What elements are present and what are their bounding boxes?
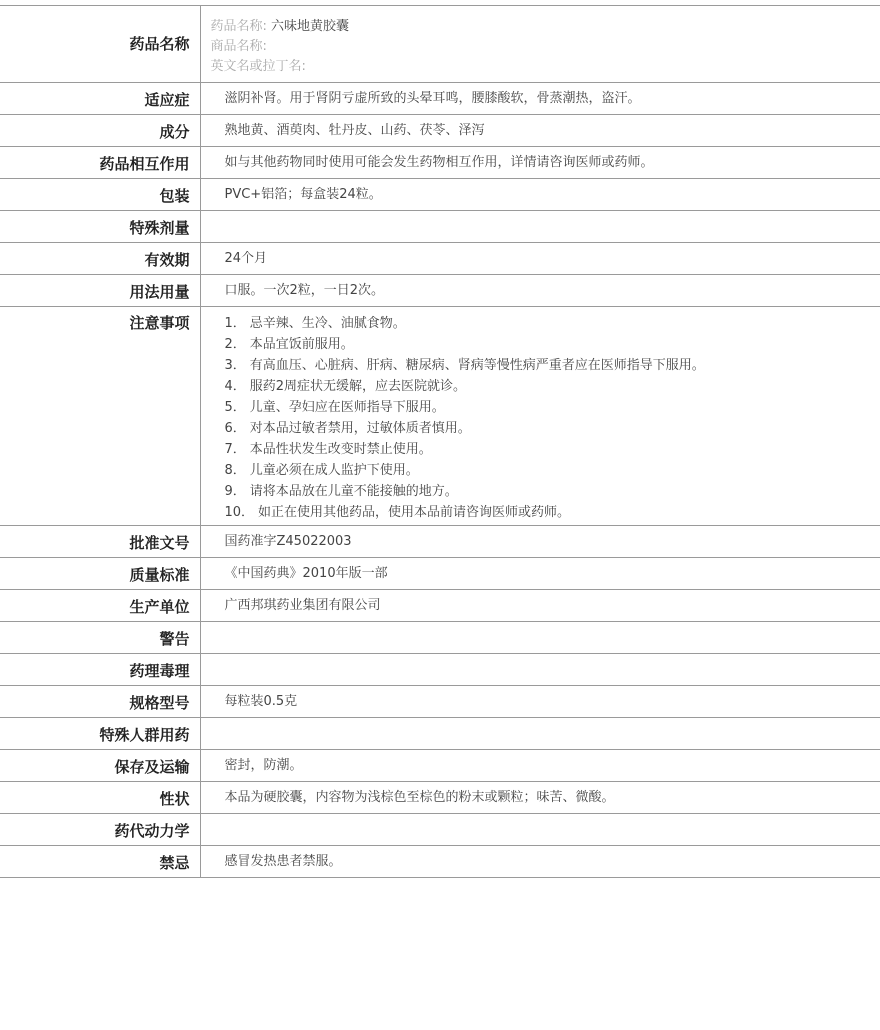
row-value: 感冒发热患者禁服。 (224, 854, 342, 869)
row-value: 国药准字Z45022003 (224, 534, 352, 549)
row-pharmacokinetics (0, 814, 880, 846)
list-item (225, 481, 880, 502)
label-cell (0, 590, 200, 622)
value-cell (200, 275, 880, 307)
value-cell (200, 686, 880, 718)
list-item-text: 儿童必须在成人监护下使用。 (249, 463, 419, 478)
label-cell (0, 307, 200, 526)
list-item-number: 3． (224, 358, 246, 373)
row-label-drug-name: 药品名称 (129, 35, 190, 53)
row-special-dosage (0, 211, 880, 243)
generic-name-key: 药品名称: (210, 19, 267, 34)
row-label: 性状 (159, 790, 190, 808)
list-item (225, 355, 880, 376)
value-cell (200, 846, 880, 878)
list-item-number: 5． (224, 400, 246, 415)
list-item-text: 本品性状发生改变时禁止使用。 (249, 442, 432, 457)
label-cell (0, 526, 200, 558)
row-indications (0, 83, 880, 115)
latin-name-line (211, 57, 880, 77)
list-item-number: 1． (224, 316, 246, 331)
value-cell (200, 211, 880, 243)
list-item (225, 376, 880, 397)
row-value: PVC+铝箔；每盒装24粒。 (224, 187, 382, 202)
value-cell (200, 307, 880, 526)
value-cell (200, 750, 880, 782)
list-item (225, 502, 880, 523)
row-value: 本品为硬胶囊，内容物为浅棕色至棕色的粉末或颗粒；味苦、微酸。 (224, 790, 615, 805)
row-ingredients (0, 115, 880, 147)
row-label: 药理毒理 (129, 662, 190, 680)
label-cell (0, 782, 200, 814)
list-item (225, 418, 880, 439)
list-item-text: 如正在使用其他药品，使用本品前请咨询医师或药师。 (258, 505, 571, 520)
row-label: 生产单位 (129, 598, 190, 616)
list-item (225, 439, 880, 460)
drug-name-row (0, 6, 880, 83)
list-item-number: 4． (224, 379, 246, 394)
row-label: 禁忌 (159, 854, 190, 872)
value-cell (200, 558, 880, 590)
row-label: 保存及运输 (114, 758, 190, 776)
label-cell (0, 718, 200, 750)
row-label: 有效期 (144, 251, 190, 269)
value-cell (200, 718, 880, 750)
value-cell (200, 83, 880, 115)
value-cell (200, 814, 880, 846)
label-cell (0, 814, 200, 846)
row-usage-dosage (0, 275, 880, 307)
label-cell (0, 275, 200, 307)
list-item-text: 本品宜饭前服用。 (249, 337, 354, 352)
row-label: 药代动力学 (114, 822, 190, 840)
row-label: 质量标准 (129, 566, 190, 584)
list-item (225, 460, 880, 481)
label-cell (0, 147, 200, 179)
label-cell (0, 622, 200, 654)
row-label: 规格型号 (129, 694, 190, 712)
row-value: 广西邦琪药业集团有限公司 (224, 598, 381, 613)
row-label: 适应症 (144, 91, 190, 109)
row-description (0, 782, 880, 814)
list-item-text: 忌辛辣、生冷、油腻食物。 (249, 316, 406, 331)
list-item-number: 2． (224, 337, 246, 352)
list-item-number: 10． (224, 505, 255, 520)
row-packaging (0, 179, 880, 211)
value-cell (200, 654, 880, 686)
list-item-text: 儿童、孕妇应在医师指导下服用。 (249, 400, 445, 415)
label-cell (0, 750, 200, 782)
drug-info-table (0, 5, 880, 878)
row-value (225, 211, 880, 218)
row-manufacturer (0, 590, 880, 622)
label-cell (0, 83, 200, 115)
value-cell (200, 782, 880, 814)
row-label: 警告 (159, 630, 190, 648)
row-quality-standard (0, 558, 880, 590)
list-item (225, 334, 880, 355)
label-cell (0, 179, 200, 211)
row-label: 注意事项 (129, 314, 190, 332)
value-cell (200, 526, 880, 558)
list-item-text: 对本品过敏者禁用，过敏体质者慎用。 (249, 421, 471, 436)
row-value: 24个月 (224, 251, 268, 266)
row-approval-number (0, 526, 880, 558)
row-label: 包装 (159, 187, 190, 205)
row-specification (0, 686, 880, 718)
row-label: 批准文号 (129, 534, 190, 552)
trade-name-line (211, 37, 880, 57)
row-value: 每粒装0.5克 (224, 694, 298, 709)
label-cell (0, 115, 200, 147)
row-value: 密封，防潮。 (224, 758, 303, 773)
precautions-list (225, 307, 880, 523)
label-cell (0, 846, 200, 878)
value-cell (200, 590, 880, 622)
row-value: 如与其他药物同时使用可能会发生药物相互作用，详情请咨询医师或药师。 (224, 155, 654, 170)
row-label: 药品相互作用 (99, 155, 190, 173)
row-contraindications (0, 846, 880, 878)
value-cell (200, 115, 880, 147)
row-value: 口服。一次2粒，一日2次。 (224, 283, 385, 298)
row-value (225, 654, 880, 661)
list-item-number: 8． (224, 463, 246, 478)
row-value: 滋阴补肾。用于肾阴亏虚所致的头晕耳鸣，腰膝酸软，骨蒸潮热，盗汗。 (224, 91, 641, 106)
list-item-number: 6． (224, 421, 246, 436)
row-value (225, 718, 880, 725)
generic-name-value: 六味地黄胶囊 (271, 19, 350, 34)
value-cell (200, 622, 880, 654)
list-item-number: 9． (224, 484, 246, 499)
trade-name-key: 商品名称: (210, 39, 267, 54)
value-cell (200, 147, 880, 179)
label-cell (0, 558, 200, 590)
row-special-populations (0, 718, 880, 750)
label-cell (0, 654, 200, 686)
row-label: 成分 (159, 123, 190, 141)
row-value (225, 622, 880, 629)
row-label: 用法用量 (129, 283, 190, 301)
row-pharmacology-toxicology (0, 654, 880, 686)
row-storage-transport (0, 750, 880, 782)
label-cell (0, 211, 200, 243)
label-cell (0, 686, 200, 718)
generic-name-line (211, 17, 880, 37)
row-value: 熟地黄、酒萸肉、牡丹皮、山药、茯苓、泽泻 (224, 123, 485, 138)
latin-name-key: 英文名或拉丁名: (210, 59, 306, 74)
row-label: 特殊人群用药 (99, 726, 190, 744)
list-item-text: 请将本品放在儿童不能接触的地方。 (249, 484, 458, 499)
value-cell (200, 179, 880, 211)
row-interactions (0, 147, 880, 179)
row-value (225, 814, 880, 821)
list-item (225, 313, 880, 334)
value-cell (200, 243, 880, 275)
list-item-number: 7． (224, 442, 246, 457)
label-cell (0, 6, 200, 83)
value-cell (200, 6, 880, 83)
row-shelf-life (0, 243, 880, 275)
row-precautions (0, 307, 880, 526)
row-label: 特殊剂量 (129, 219, 190, 237)
list-item-text: 服药2周症状无缓解，应去医院就诊。 (249, 379, 467, 394)
row-warning (0, 622, 880, 654)
list-item (225, 397, 880, 418)
row-value: 《中国药典》2010年版一部 (224, 566, 388, 581)
label-cell (0, 243, 200, 275)
list-item-text: 有高血压、心脏病、肝病、糖尿病、肾病等慢性病严重者应在医师指导下服用。 (249, 358, 705, 373)
